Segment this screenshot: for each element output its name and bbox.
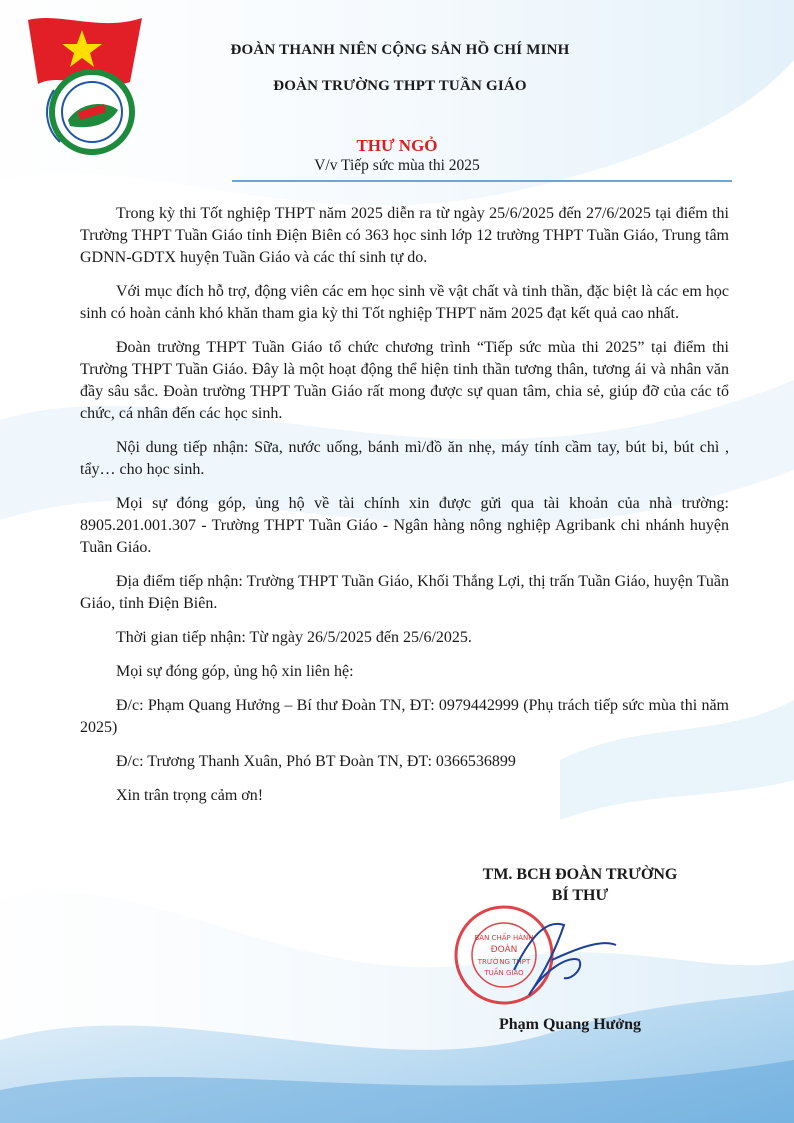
paragraph: Đ/c: Phạm Quang Hưởng – Bí thư Đoàn TN, ĐT: 0979442999 (Phụ trách tiếp sức mùa thi năm 2025) bbox=[80, 697, 729, 736]
letter-subtitle: V/v Tiếp sức mùa thi 2025 bbox=[314, 157, 480, 174]
paragraph: Thời gian tiếp nhận: Từ ngày 26/5/2025 đến 25/6/2025. bbox=[116, 629, 472, 646]
svg-text:TRƯỜNG THPT: TRƯỜNG THPT bbox=[477, 958, 531, 966]
paragraph: Đoàn trường THPT Tuần Giáo tổ chức chương trình “Tiếp sức mùa thi 2025” tại điểm thi Trường THPT Tuần Giáo. Đây là một hoạt động thể hiện tinh thần tương thân, tương ái và nhân văn đầy sâu sắc. Đoàn trường THPT Tuần Giáo rất mong được sự quan tâm, chia sẻ, giúp đỡ của các tổ chức, cá nhân đến các học sinh. bbox=[80, 339, 729, 422]
paragraph: Nội dung tiếp nhận: Sữa, nước uống, bánh mì/đồ ăn nhẹ, máy tính cầm tay, bút bi, bút chì , tẩy… cho học sinh. bbox=[80, 439, 729, 478]
paragraph: Trong kỳ thi Tốt nghiệp THPT năm 2025 diễn ra từ ngày 25/6/2025 đến 27/6/2025 tại điểm thi Trường THPT Tuần Giáo tỉnh Điện Biên có 363 học sinh lớp 12 trường THPT Tuần Giáo, Trung tâm GDNN-GDTX huyện Tuần Giáo và các thí sinh tự do. bbox=[80, 205, 729, 266]
svg-text:TUẦN GIÁO: TUẦN GIÁO bbox=[484, 969, 524, 977]
paragraph: Địa điểm tiếp nhận: Trường THPT Tuần Giáo, Khối Thắng Lợi, thị trấn Tuần Giáo, huyện Tuần Giáo, tỉnh Điện Biên. bbox=[80, 573, 729, 612]
title-divider bbox=[232, 180, 732, 182]
school-union-name: ĐOÀN TRƯỜNG THPT TUẦN GIÁO bbox=[273, 78, 527, 94]
paragraph: Xin trân trọng cảm ơn! bbox=[116, 787, 264, 804]
paragraph: Mọi sự đóng góp, ủng hộ xin liên hệ: bbox=[116, 663, 354, 680]
paragraph: Đ/c: Trương Thanh Xuân, Phó BT Đoàn TN, ĐT: 0366536899 bbox=[116, 753, 516, 770]
paragraph: Mọi sự đóng góp, ủng hộ về tài chính xin được gửi qua tài khoản của nhà trường: 8905.201.001.307 - Trường THPT Tuần Giáo - Ngân hàng nông nghiệp Agribank chi nhánh huyện Tuần Giáo. bbox=[80, 495, 729, 556]
official-stamp bbox=[444, 900, 624, 1010]
svg-text:ĐOÀN: ĐOÀN bbox=[490, 945, 518, 955]
letter-body bbox=[80, 203, 729, 819]
signer-name: Phạm Quang Hưởng bbox=[498, 1016, 642, 1033]
signature-role: BÍ THƯ bbox=[551, 887, 609, 904]
paragraph: Với mục đích hỗ trợ, động viên các em học sinh về vật chất và tinh thần, đặc biệt là các em học sinh có hoàn cảnh khó khăn tham gia kỳ thi Tốt nghiệp THPT năm 2025 đạt kết quả cao nhất. bbox=[80, 283, 729, 322]
organization-name: ĐOÀN THANH NIÊN CỘNG SẢN HỒ CHÍ MINH bbox=[230, 42, 570, 58]
signature-title: TM. BCH ĐOÀN TRƯỜNG bbox=[482, 866, 678, 883]
letter-title: THƯ NGỎ bbox=[356, 136, 438, 155]
svg-text:BAN CHẤP HÀNH: BAN CHẤP HÀNH bbox=[474, 934, 534, 942]
